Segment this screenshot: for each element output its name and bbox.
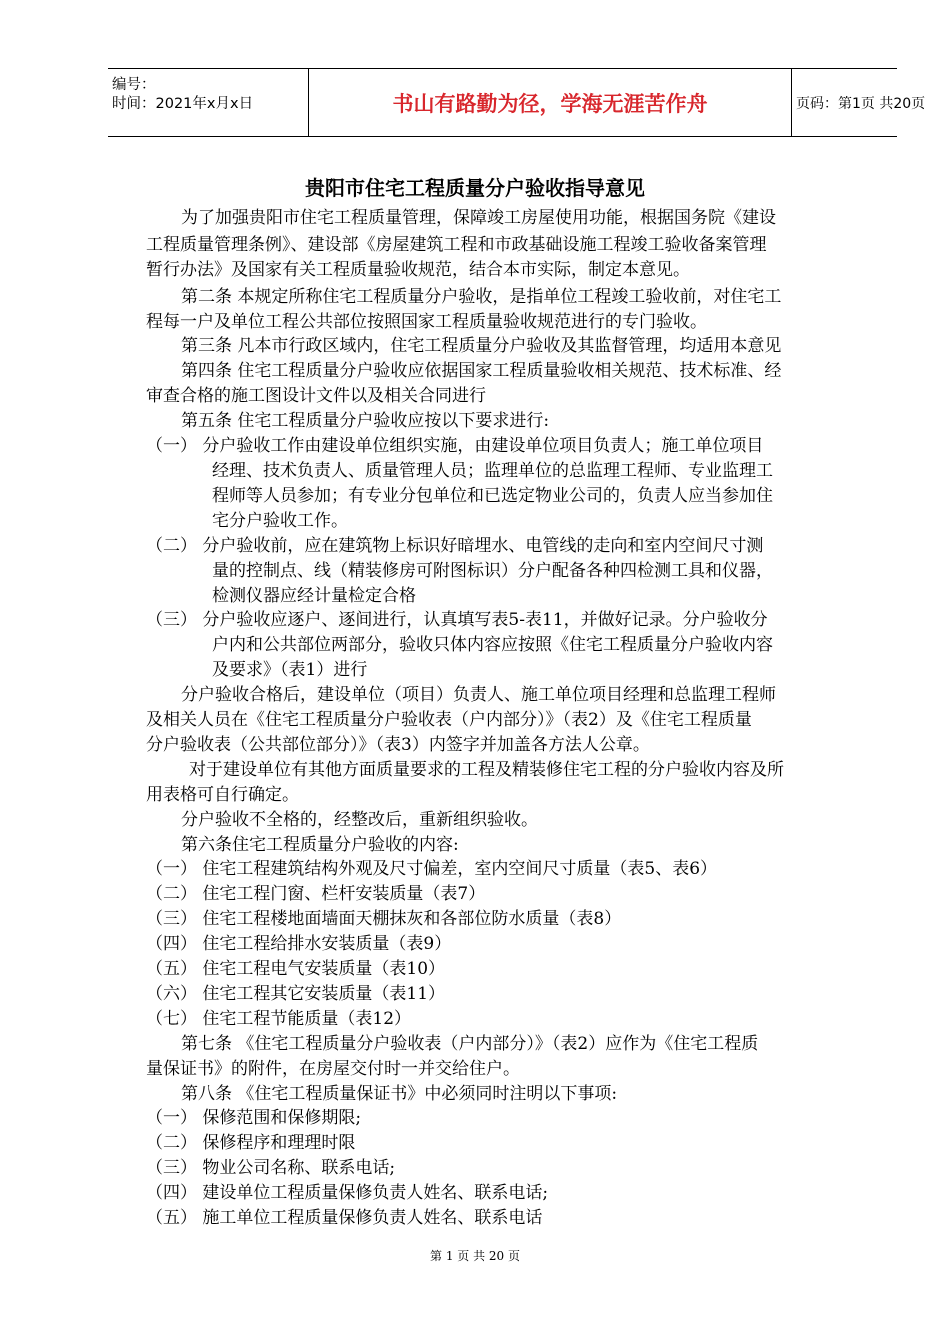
text-line: 检测仪器应经计量检定合格 (212, 586, 416, 606)
text-line: 用表格可自行确定。 (146, 785, 299, 805)
text-line: 量保证书》的附件，在房屋交付时一并交给住户。 (146, 1059, 520, 1079)
text-line: 分户验收合格后，建设单位（项目）负责人、施工单位项目经理和总监理工程师 (181, 685, 776, 705)
text-line: （一） 住宅工程建筑结构外观及尺寸偏差，室内空间尺寸质量（表5、表6） (146, 859, 718, 879)
text-line: 户内和公共部位两部分，验收只体内容应按照《住宅工程质量分户验收内容 (212, 635, 773, 655)
text-line: （三） 分户验收应逐户、逐间进行，认真填写表5-表11，并做好记录。分户验收分 (146, 610, 768, 630)
text-line: （三） 住宅工程楼地面墙面天棚抹灰和各部位防水质量（表8） (146, 909, 622, 929)
text-line: 工程质量管理条例》、建设部《房屋建筑工程和市政基础设施工程竣工验收备案管理 (146, 235, 767, 255)
text-line: 为了加强贵阳市住宅工程质量管理，保障竣工房屋使用功能，根据国务院《建设 (181, 208, 776, 228)
text-line: 量的控制点、线（精装修房可附图标识）分户配备各种四检测工具和仪器， (212, 561, 773, 581)
text-line: （一） 分户验收工作由建设单位组织实施，由建设单位项目负责人；施工单位项目 (146, 436, 764, 456)
text-line: （四） 住宅工程给排水安装质量（表9） (146, 934, 452, 954)
text-line: （五） 住宅工程电气安装质量（表10） (146, 959, 446, 979)
text-line: 第六条住宅工程质量分户验收的内容: (181, 835, 459, 855)
text-line: （六） 住宅工程其它安装质量（表11） (146, 984, 446, 1004)
text-line: 经理、技术负责人、质量管理人员；监理单位的总监理工程师、专业监理工 (212, 461, 773, 481)
text-line: 第二条 本规定所称住宅工程质量分户验收，是指单位工程竣工验收前，对住宅工 (181, 287, 782, 307)
text-line: 宅分户验收工作。 (212, 511, 348, 531)
page-footer: 第 1 页 共 20 页 (430, 1249, 520, 1263)
header-page-info: 页码：第1页 共20页 (796, 95, 926, 112)
text-line: 第五条 住宅工程质量分户验收应按以下要求进行: (181, 411, 550, 431)
text-line: 第四条 住宅工程质量分户验收应依据国家工程质量验收相关规范、技术标准、经 (181, 361, 782, 381)
text-line: 程师等人员参加；有专业分包单位和已选定物业公司的，负责人应当参加住 (212, 486, 773, 506)
text-line: 第三条 凡本市行政区域内，住宅工程质量分户验收及其监督管理，均适用本意见 (181, 336, 782, 356)
text-line: 及相关人员在《住宅工程质量分户验收表（户内部分）》（表2）及《住宅工程质量 (146, 710, 752, 730)
text-line: 程每一户及单位工程公共部位按照国家工程质量验收规范进行的专门验收。 (146, 312, 707, 332)
text-line: 第八条 《住宅工程质量保证书》中必须同时注明以下事项: (181, 1084, 618, 1104)
text-line: （七） 住宅工程节能质量（表12） (146, 1009, 412, 1029)
text-line: （一） 保修范围和保修期限; (146, 1108, 362, 1128)
text-line: （三） 物业公司名称、联系电话; (146, 1158, 396, 1178)
text-line: 分户验收表（公共部位部分）》（表3）内签字并加盖各方法人公章。 (146, 735, 650, 755)
text-line: 暂行办法》及国家有关工程质量验收规范，结合本市实际，制定本意见。 (146, 260, 690, 280)
text-line: 对于建设单位有其他方面质量要求的工程及精装修住宅工程的分户验收内容及所 (189, 760, 784, 780)
page-header (108, 68, 926, 137)
document-title: 贵阳市住宅工程质量分户验收指导意见 (305, 176, 645, 200)
time-label: 时间：2021年x月x日 (112, 96, 254, 112)
number-label: 编号： (112, 77, 156, 93)
header-motto: 书山有路勤为径，学海无涯苦作舟 (308, 69, 792, 136)
text-line: （二） 住宅工程门窗、栏杆安装质量（表7） (146, 884, 486, 904)
text-line: （二） 保修程序和理理时限 (146, 1133, 356, 1153)
text-line: 分户验收不全格的，经整改后，重新组织验收。 (181, 810, 538, 830)
text-line: （四） 建设单位工程质量保修负责人姓名、联系电话; (146, 1183, 549, 1203)
text-line: 及要求》（表1）进行 (212, 660, 368, 680)
text-line: （二） 分户验收前，应在建筑物上标识好暗埋水、电管线的走向和室内空间尺寸测 (146, 536, 764, 556)
header-meta (108, 69, 308, 136)
text-line: 审查合格的施工图设计文件以及相关合同进行 (146, 386, 486, 406)
text-line: （五） 施工单位工程质量保修负责人姓名、联系电话 (146, 1208, 543, 1228)
text-line: 第七条 《住宅工程质量分户验收表（户内部分）》（表2）应作为《住宅工程质 (181, 1034, 759, 1054)
